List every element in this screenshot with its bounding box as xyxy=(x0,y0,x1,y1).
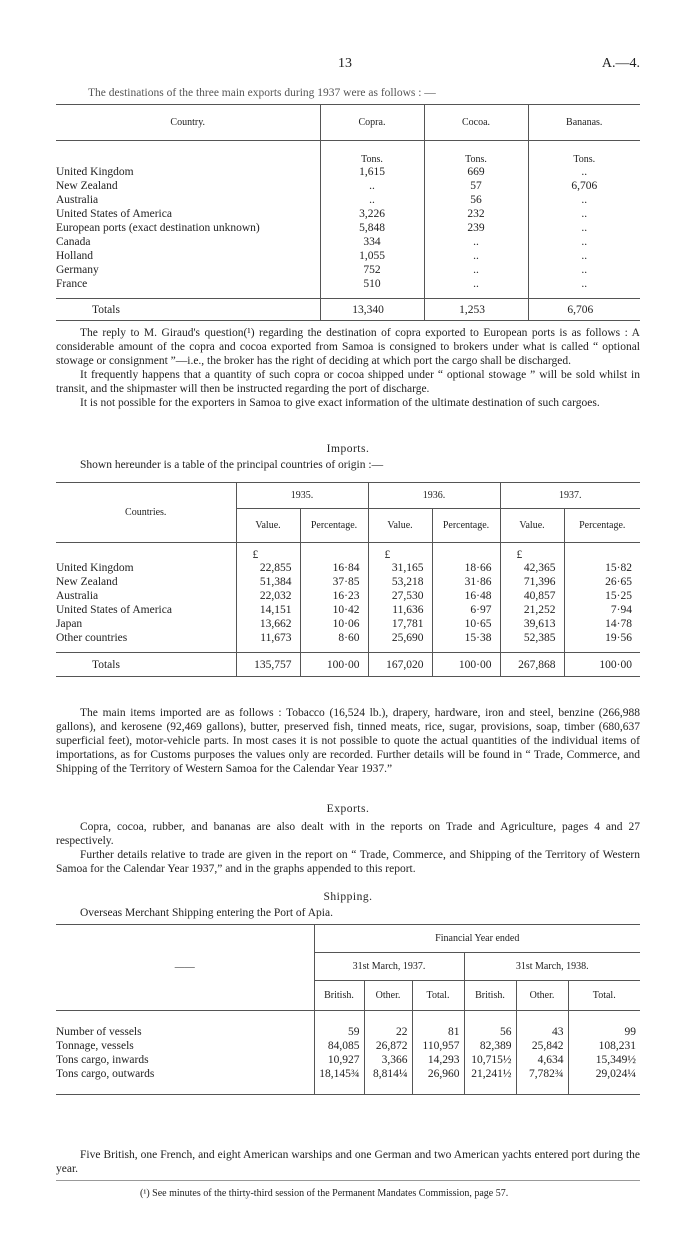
cell-value: 25,690 xyxy=(368,631,432,645)
table-row xyxy=(56,277,640,291)
cell-value: 81 xyxy=(412,1025,464,1039)
cell-value: .. xyxy=(528,249,640,263)
table-row xyxy=(56,1053,640,1067)
cell-value: 22 xyxy=(364,1025,412,1039)
table-row xyxy=(56,263,640,277)
total-value: 100·00 xyxy=(300,653,368,677)
cell-value: 752 xyxy=(320,263,424,277)
cell-value: 53,218 xyxy=(368,575,432,589)
cell-value: 51,384 xyxy=(236,575,300,589)
sub-percentage: Percentage. xyxy=(564,509,640,543)
cell-value: 3,226 xyxy=(320,207,424,221)
cell-value: 4,634 xyxy=(516,1053,568,1067)
cell-value: 37·85 xyxy=(300,575,368,589)
cell-value: 7,782¾ xyxy=(516,1067,568,1081)
cell-value: 6·97 xyxy=(432,603,500,617)
cell-value: .. xyxy=(424,277,528,291)
table-row xyxy=(56,1039,640,1053)
cell-value: 1,615 xyxy=(320,165,424,179)
sub-british: British. xyxy=(314,981,364,1011)
cell-value: 16·48 xyxy=(432,589,500,603)
country-name: Holland xyxy=(56,249,94,262)
cell-value: 21,241½ xyxy=(464,1067,516,1081)
cell-value: 31,165 xyxy=(368,561,432,575)
country-name: Australia xyxy=(56,589,99,602)
country-name: Australia xyxy=(56,193,99,206)
cell-value: .. xyxy=(320,179,424,193)
cell-value: 57 xyxy=(424,179,528,193)
cell-value: 26·65 xyxy=(564,575,640,589)
table-row xyxy=(56,589,640,603)
country-name: United States of America xyxy=(56,207,172,220)
cell-value: 82,389 xyxy=(464,1039,516,1053)
sub-total: Total. xyxy=(412,981,464,1011)
cell-value: .. xyxy=(424,249,528,263)
cell-value: 71,396 xyxy=(500,575,564,589)
cell-value: 25,842 xyxy=(516,1039,568,1053)
table-row xyxy=(56,165,640,179)
cell-value: .. xyxy=(528,165,640,179)
table-row xyxy=(56,575,640,589)
year-1936: 1936. xyxy=(368,483,500,509)
col-copra: Copra. xyxy=(320,105,424,141)
cell-value: 14·78 xyxy=(564,617,640,631)
table-row xyxy=(56,1067,640,1081)
cell-value: 21,252 xyxy=(500,603,564,617)
country-name: New Zealand xyxy=(56,575,118,588)
total-bananas: 6,706 xyxy=(528,299,640,321)
sub-british: British. xyxy=(464,981,516,1011)
cell-value: .. xyxy=(424,235,528,249)
cell-value: 14,293 xyxy=(412,1053,464,1067)
currency: £ xyxy=(368,543,432,561)
cell-value: 84,085 xyxy=(314,1039,364,1053)
sub-other: Other. xyxy=(364,981,412,1011)
cell-value: 18·66 xyxy=(432,561,500,575)
document-reference: A.—4. xyxy=(601,56,640,71)
cell-value: 15,349½ xyxy=(568,1053,640,1067)
country-name: Germany xyxy=(56,263,99,276)
country-name: New Zealand xyxy=(56,179,118,192)
cell-value: 22,855 xyxy=(236,561,300,575)
shipping-intro: Overseas Merchant Shipping entering the Port of Apia. xyxy=(80,907,333,919)
cell-value: 10·42 xyxy=(300,603,368,617)
sub-percentage: Percentage. xyxy=(432,509,500,543)
row-label: Tonnage, vessels xyxy=(56,1039,134,1052)
shipping-heading: Shipping. xyxy=(323,891,373,903)
cell-value: 334 xyxy=(320,235,424,249)
row-label: Tons cargo, outwards xyxy=(56,1067,155,1080)
total-value: 167,020 xyxy=(368,653,432,677)
cell-value: .. xyxy=(528,277,640,291)
imports-text: The main items imported are as follows : Tobacco (16,524 lb.), drapery, hardware, iron and steel, benzine (266,988 gallons), and kerosene (92,469 gallons), butter, preserved fish, tinned meats, rice, sugar, provisions, soap, timber (680,637 superficial feet), motor-vehicle parts. In most cases it is not possible to quote the actual quantities of the individual items of importations, as for Customs purposes the values only are recorded. Further details will be found in “ Trade, Commerce, and Shipping of the Territory of Western Samoa for the Calendar Year 1937.” xyxy=(56,707,640,775)
totals-label: Totals xyxy=(92,658,120,671)
cell-value: .. xyxy=(320,193,424,207)
exports-intro: The destinations of the three main exports during 1937 were as follows : — xyxy=(88,87,436,99)
cell-value: 108,231 xyxy=(568,1039,640,1053)
currency: £ xyxy=(500,543,564,561)
cell-value: 19·56 xyxy=(564,631,640,645)
total-value: 100·00 xyxy=(432,653,500,677)
cell-value: 15·25 xyxy=(564,589,640,603)
unit: Tons. xyxy=(320,141,424,165)
cell-value: 14,151 xyxy=(236,603,300,617)
total-value: 267,868 xyxy=(500,653,564,677)
country-name: United Kingdom xyxy=(56,561,134,574)
cell-value: 26,872 xyxy=(364,1039,412,1053)
table-row xyxy=(56,617,640,631)
cell-value: 29,024¼ xyxy=(568,1067,640,1081)
table-row xyxy=(56,235,640,249)
cell-value: .. xyxy=(528,221,640,235)
table-row xyxy=(56,179,640,193)
page-number: 13 xyxy=(338,56,352,71)
cell-value: .. xyxy=(424,263,528,277)
cell-value: 59 xyxy=(314,1025,364,1039)
table-row xyxy=(56,561,640,575)
cell-value: 56 xyxy=(464,1025,516,1039)
col-bananas: Bananas. xyxy=(528,105,640,141)
footnote-rule xyxy=(56,1180,640,1181)
cell-value: 232 xyxy=(424,207,528,221)
table-row xyxy=(56,1025,640,1039)
country-name: France xyxy=(56,277,88,290)
year-1935: 1935. xyxy=(236,483,368,509)
table-row xyxy=(56,207,640,221)
cell-value: .. xyxy=(528,207,640,221)
cell-value: 11,673 xyxy=(236,631,300,645)
cell-value: 26,960 xyxy=(412,1067,464,1081)
cell-value: 13,662 xyxy=(236,617,300,631)
footnote: (¹) See minutes of the thirty-third session of the Permanent Mandates Commission, page 57. xyxy=(140,1188,509,1199)
paragraph: It frequently happens that a quantity of such copra or cocoa shipped under “ optional stowage ” will be sold whilst in transit, and the shipmaster will then be instructed regarding the port of discharge. xyxy=(56,369,640,395)
country-name: Japan xyxy=(56,617,83,630)
cell-value: 39,613 xyxy=(500,617,564,631)
country-name: Canada xyxy=(56,235,91,248)
cell-value: .. xyxy=(528,235,640,249)
sub-percentage: Percentage. xyxy=(300,509,368,543)
cell-value: 42,365 xyxy=(500,561,564,575)
cell-value: 8,814¼ xyxy=(364,1067,412,1081)
shipping-table xyxy=(56,924,640,1095)
table-row xyxy=(56,249,640,263)
sub-value: Value. xyxy=(236,509,300,543)
table-row xyxy=(56,631,640,645)
cell-value: 5,848 xyxy=(320,221,424,235)
cell-value: 10·06 xyxy=(300,617,368,631)
cell-value: 31·86 xyxy=(432,575,500,589)
page-header xyxy=(0,56,700,76)
cell-value: 15·82 xyxy=(564,561,640,575)
row-label: Tons cargo, inwards xyxy=(56,1053,149,1066)
table-row xyxy=(56,221,640,235)
row-label-dash: —— xyxy=(174,962,195,973)
cell-value: 510 xyxy=(320,277,424,291)
cell-value: 3,366 xyxy=(364,1053,412,1067)
cell-value: 10,927 xyxy=(314,1053,364,1067)
cell-value: 239 xyxy=(424,221,528,235)
cell-value: 43 xyxy=(516,1025,568,1039)
destination-paragraphs xyxy=(56,326,640,410)
year-1937: 1937. xyxy=(500,483,640,509)
paragraph: It is not possible for the exporters in Samoa to give exact information of the ultimate destination of such cargoes. xyxy=(80,397,600,409)
cell-value: 16·23 xyxy=(300,589,368,603)
paragraph: The reply to M. Giraud's question(¹) regarding the destination of copra exported to European ports is as follows : A considerable amount of the copra and cocoa exported from Samoa is consigned to brokers under what is called “ optional stowage or consignment ”—i.e., the broker has the right of deciding at which port the cargo shall be discharged. xyxy=(56,327,640,367)
col-cocoa: Cocoa. xyxy=(424,105,528,141)
cell-value: 22,032 xyxy=(236,589,300,603)
total-value: 135,757 xyxy=(236,653,300,677)
cell-value: 669 xyxy=(424,165,528,179)
table-row xyxy=(56,193,640,207)
cell-value: 52,385 xyxy=(500,631,564,645)
imports-table xyxy=(56,482,640,677)
period-1938: 31st March, 1938. xyxy=(464,953,640,981)
cell-value: 110,957 xyxy=(412,1039,464,1053)
cell-value: 99 xyxy=(568,1025,640,1039)
period-1937: 31st March, 1937. xyxy=(314,953,464,981)
total-value: 100·00 xyxy=(564,653,640,677)
col-countries: Countries. xyxy=(125,507,167,518)
sub-total: Total. xyxy=(568,981,640,1011)
cell-value: 1,055 xyxy=(320,249,424,263)
imports-intro: Shown hereunder is a table of the principal countries of origin :— xyxy=(80,459,384,471)
cell-value: .. xyxy=(528,263,640,277)
row-label: Number of vessels xyxy=(56,1025,142,1038)
cell-value: 10,715½ xyxy=(464,1053,516,1067)
imports-heading: Imports. xyxy=(326,443,370,455)
unit: Tons. xyxy=(424,141,528,165)
country-name: United Kingdom xyxy=(56,165,134,178)
exports-heading: Exports. xyxy=(326,803,370,815)
sub-other: Other. xyxy=(516,981,568,1011)
cell-value: 16·84 xyxy=(300,561,368,575)
financial-year-header: Financial Year ended xyxy=(314,925,640,953)
cell-value: 15·38 xyxy=(432,631,500,645)
table-row xyxy=(56,603,640,617)
cell-value: 40,857 xyxy=(500,589,564,603)
cell-value: 8·60 xyxy=(300,631,368,645)
country-name: United States of America xyxy=(56,603,172,616)
exports-paragraph: Copra, cocoa, rubber, and bananas are also dealt with in the reports on Trade and Agriculture, pages 4 and 27 respectively. xyxy=(56,821,640,847)
cell-value: 6,706 xyxy=(528,179,640,193)
sub-value: Value. xyxy=(500,509,564,543)
col-country: Country. xyxy=(170,117,206,128)
sub-value: Value. xyxy=(368,509,432,543)
cell-value: 27,530 xyxy=(368,589,432,603)
cell-value: 11,636 xyxy=(368,603,432,617)
unit: Tons. xyxy=(528,141,640,165)
country-name: European ports (exact destination unknown) xyxy=(56,221,260,234)
totals-label: Totals xyxy=(92,303,120,316)
total-cocoa: 1,253 xyxy=(424,299,528,321)
currency: £ xyxy=(236,543,300,561)
cell-value: .. xyxy=(528,193,640,207)
cell-value: 10·65 xyxy=(432,617,500,631)
country-name: Other countries xyxy=(56,631,128,644)
cell-value: 7·94 xyxy=(564,603,640,617)
total-copra: 13,340 xyxy=(320,299,424,321)
exports-destinations-table xyxy=(56,104,640,321)
cell-value: 56 xyxy=(424,193,528,207)
exports-paragraph: Further details relative to trade are given in the report on “ Trade, Commerce, and Shipping of the Territory of Western Samoa for the Calendar Year 1937,” and in the graphs appended to this report. xyxy=(56,849,640,875)
cell-value: 18,145¾ xyxy=(314,1067,364,1081)
shipping-note: Five British, one French, and eight American warships and one German and two American yachts entered port during the year. xyxy=(56,1149,640,1175)
cell-value: 17,781 xyxy=(368,617,432,631)
